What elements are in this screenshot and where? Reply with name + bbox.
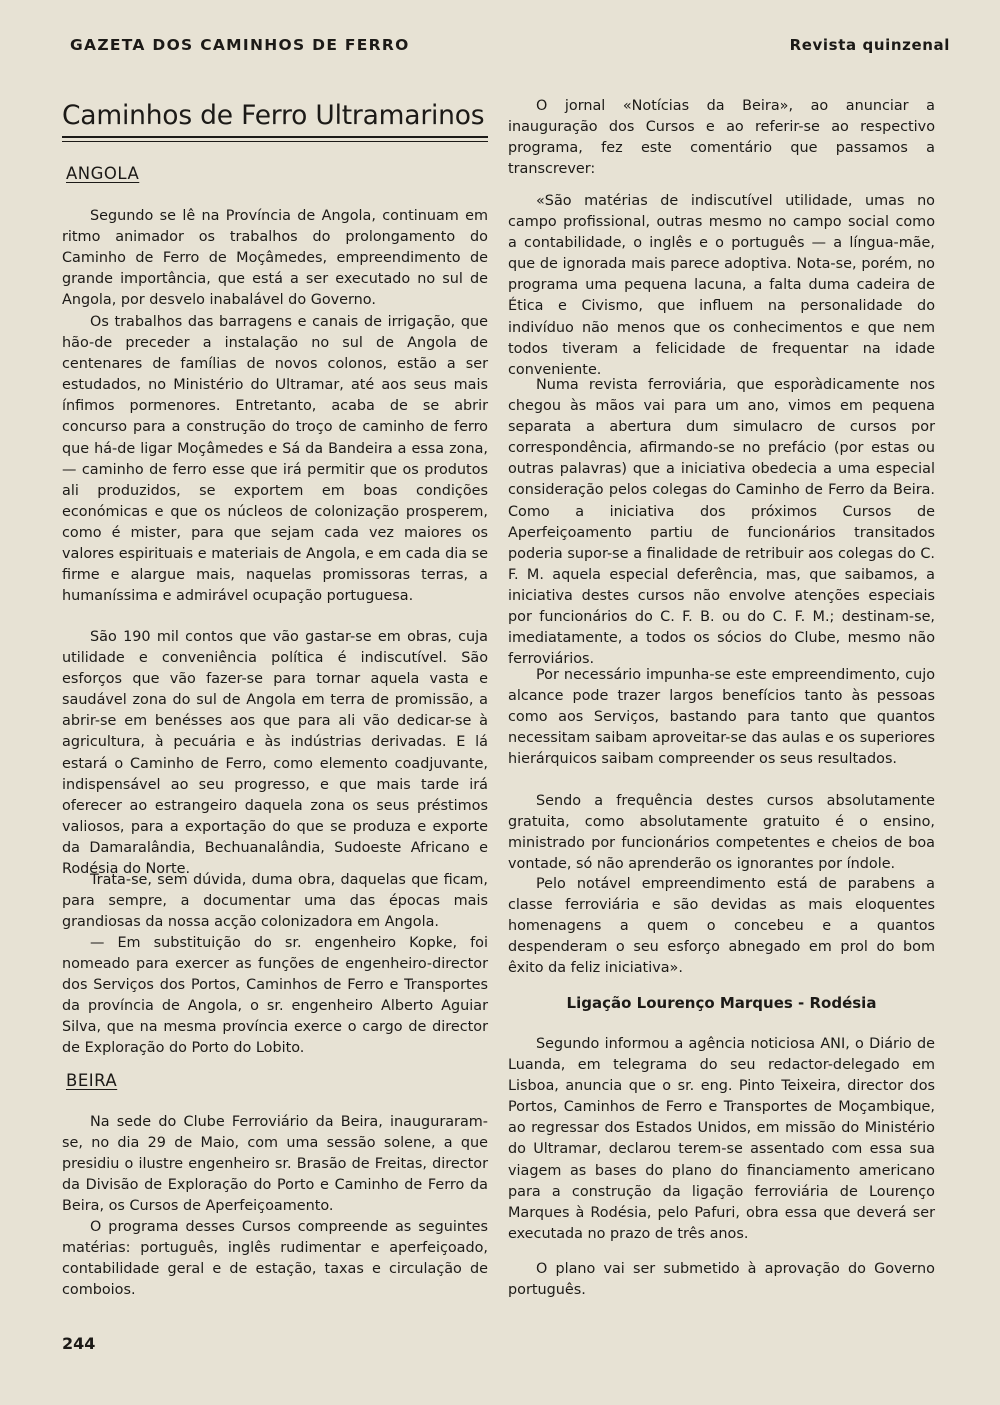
running-header [70, 36, 950, 60]
paragraph: São 190 mil contos que vão gastar-se em obras, cuja utilidade e conveniência política é indiscutível. São esforços que vão fazer-se para tornar aquela vasta e saudável zona do sul de Angola em terra de promissão, a abrir-se em benésses aos que para ali vão dedicar-se à agricultura, à pecuária e às indústrias derivadas. E lá estará o Caminho de Ferro, como elemento coadjuvante, indispensável ao seu progresso, e que mais tarde irá oferecer ao estrangeiro daquela zona os seus préstimos valiosos, para a exportação do que se produza e exporte da Damaralândia, Bechuanalândia, Sudoeste Africano e Rodésia do Norte. [62, 629, 488, 878]
paragraph: — Em substituição do sr. engenheiro Kopke, foi nomeado para exercer as funções de engenheiro-director dos Serviços dos Portos, Caminhos de Ferro e Transportes da província de Angola, o sr. engenheiro Alberto Aguiar Silva, que na mesma província exerce o cargo de director de Exploração do Porto do Lobito. [62, 935, 488, 1057]
paragraph: Trata-se, sem dúvida, duma obra, daquelas que ficam, para sempre, a documentar uma das épocas mais grandiosas da nossa acção colonizadora em Angola. [62, 872, 488, 931]
paragraph: Por necessário impunha-se este empreendimento, cujo alcance pode trazer largos benefícios tanto às pessoas como aos Serviços, bastando para tanto que quantos necessitam saibam aproveitar-se das aulas e os superiores hierárquicos saibam compreender os seus resultados. [508, 667, 935, 768]
paragraph: Sendo a frequência destes cursos absolutamente gratuita, como absolutamente gratuito é o ensino, ministrado por funcionários competentes e cheios de boa vontade, só não aprenderão os ignorantes por índole. [508, 793, 935, 873]
section-heading-angola: ANGOLA [66, 164, 140, 183]
article-title: Caminhos de Ferro Ultramarinos [62, 100, 485, 131]
section-heading-beira: BEIRA [66, 1071, 118, 1090]
paragraph: Pelo notável empreendimento está de parabens a classe ferroviária e são devidas as mais eloquentes homenagens a quem o concebeu e a quantos despenderam o seu esforço abnegado em prol do bom êxito da feliz iniciativa». [508, 876, 935, 977]
paragraph: Os trabalhos das barragens e canais de irrigação, que hão-de preceder a instalação no sul de Angola de centenares de famílias de novos colonos, estão a ser estudados, no Ministério do Ultramar, até aos seus mais ínfimos pormenores. Entretanto, acaba de se abrir concurso para a construção do troço de caminho de ferro que há-de ligar Moçâmedes e Sá da Bandeira a essa zona, — caminho de ferro esse que irá permitir que os produtos ali produzidos, se exportem em boas condições económicas e que os núcleos de colonização prosperem, como é mister, para que sejam cada vez maiores os valores espirituais e materiais de Angola, e em cada dia se firme e alargue mais, naquelas promissoras terras, a humaníssima e admirável ocupação portuguesa. [62, 314, 488, 605]
paragraph: «São matérias de indiscutível utilidade, umas no campo profissional, outras mesmo no campo social como a contabilidade, o inglês e o português — a língua-mãe, que de ignorada mais parece adoptiva. Nota-se, porém, no programa uma pequena lacuna, a falta duma cadeira de Ética e Civismo, que influem na personalidade do indivíduo não menos que os conhecimentos e que nem todos tiveram a felicidade de frequentar na idade conveniente. [508, 193, 935, 378]
paragraph: Segundo se lê na Província de Angola, continuam em ritmo animador os trabalhos do prolongamento do Caminho de Ferro de Moçâmedes, empreendimento de grande importância, que está a ser executado no sul de Angola, por desvelo inabalável do Governo. [62, 208, 488, 309]
title-rule [62, 136, 488, 138]
page-number: 244 [62, 1334, 96, 1353]
journal-subtitle: Revista quinzenal [789, 36, 950, 54]
section-heading-ligacao: Ligação Lourenço Marques - Rodésia [566, 994, 877, 1012]
paragraph: O programa desses Cursos compreende as seguintes matérias: português, inglês rudimentar e aperfeiçoado, contabilidade geral e de estação, taxas e circulação de comboios. [62, 1219, 488, 1299]
paragraph: O plano vai ser submetido à aprovação do Governo português. [508, 1261, 935, 1299]
title-rule-thin [62, 141, 488, 142]
paragraph: Numa revista ferroviária, que esporàdicamente nos chegou às mãos vai para um ano, vimos em pequena separata a abertura dum simulacro de cursos por correspondência, afirmando-se no prefácio (por estas ou outras palavras) que a iniciativa obedecia a uma especial consideração pelos colegas do Caminho de Ferro da Beira. Como a iniciativa dos próximos Cursos de Aperfeiçoamento partiu de funcionários transitados poderia supor-se a finalidade de retribuir aos colegas do C. F. M. aquela especial deferência, mas, que saibamos, a iniciativa destes cursos não envolve atenções especiais por funcionários do C. F. B. ou do C. F. M.; destinam-se, imediatamente, a todos os sócios do Clube, mesmo não ferroviários. [508, 377, 935, 668]
journal-title: GAZETA DOS CAMINHOS DE FERRO [70, 36, 410, 54]
paragraph: O jornal «Notícias da Beira», ao anunciar a inauguração dos Cursos e ao referir-se ao respectivo programa, fez este comentário que passamos a transcrever: [508, 98, 935, 178]
paragraph: Segundo informou a agência noticiosa ANI, o Diário de Luanda, em telegrama do seu redactor-delegado em Lisboa, anuncia que o sr. eng. Pinto Teixeira, director dos Portos, Caminhos de Ferro e Transportes de Moçambique, ao regressar dos Estados Unidos, em missão do Ministério do Ultramar, declarou terem-se assentado com essa sua viagem as bases do plano do financiamento americano para a construção da ligação ferroviária de Lourenço Marques à Rodésia, pelo Pafuri, obra essa que deverá ser executada no prazo de três anos. [508, 1036, 935, 1242]
paragraph: Na sede do Clube Ferroviário da Beira, inauguraram-se, no dia 29 de Maio, com uma sessão solene, a que presidiu o ilustre engenheiro sr. Brasão de Freitas, director da Divisão de Exploração do Porto e Caminho de Ferro da Beira, os Cursos de Aperfeiçoamento. [62, 1114, 488, 1215]
